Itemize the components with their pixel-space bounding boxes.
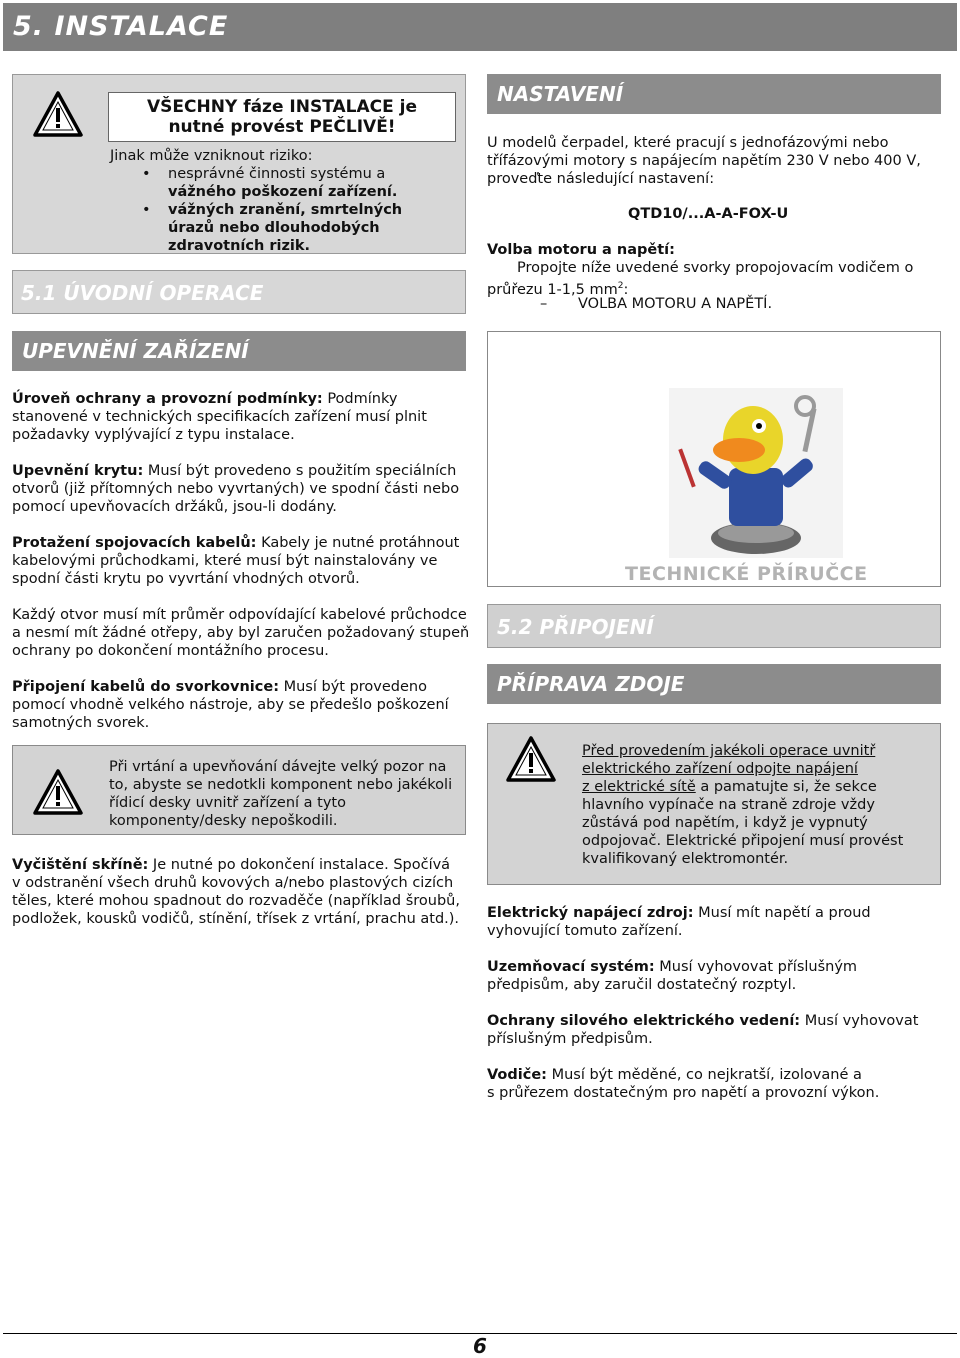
- paragraph-terminal: [12, 678, 472, 732]
- warning-risk-list: [110, 165, 460, 255]
- paragraph-housing: [12, 462, 472, 516]
- paragraph-label: Úroveň ochrany a provozní podmínky:: [12, 391, 323, 407]
- right-paragraphs: [487, 904, 947, 1102]
- warning-triangle-icon: [32, 90, 84, 138]
- warning-text: hlavního vypínače na straně zdroje vždy: [582, 797, 875, 813]
- power-warning-text: [582, 742, 937, 868]
- paragraph-text: :: [623, 281, 629, 298]
- warning-text: elektrického zařízení odpojte napájení: [582, 761, 858, 777]
- paragraph-text: Propojte níže uvedené svorky propojovacím vodičem o: [517, 260, 914, 276]
- upevneni-title: UPEVNĚNÍ ZAŘÍZENÍ: [22, 339, 249, 363]
- paragraph-text: třífázovými motory s napájecím napětím 230 V nebo 400 V,: [487, 153, 921, 169]
- warning-text: kvalifikovaný elektromontér.: [582, 851, 789, 867]
- warning-text: zůstává pod napětím, i když je vypnutý: [582, 815, 868, 831]
- paragraph-label: Ochrany silového elektrického vedení:: [487, 1013, 801, 1029]
- paragraph-text: Podmínky: [322, 391, 398, 407]
- paragraph-label: Upevnění krytu:: [12, 463, 144, 479]
- section-5-2-bar: [487, 604, 941, 648]
- warning-intro: Jinak může vzniknout riziko:: [110, 148, 313, 164]
- paragraph-label: Vyčištění skříně:: [12, 857, 149, 873]
- warning-text: a pamatujte si, že sekce: [695, 779, 877, 795]
- paragraph-text: Musí být provedeno: [279, 679, 427, 695]
- paragraph-text: Musí vyhovovat: [800, 1013, 919, 1029]
- superscript: 2: [617, 281, 624, 291]
- bullet-text: zdravotních rizik.: [168, 238, 311, 254]
- page-number: 6: [473, 1334, 487, 1358]
- paragraph-text: příslušným předpisům.: [487, 1031, 653, 1047]
- paragraph-text: Je nutné po dokončení instalace. Spočívá: [148, 857, 451, 873]
- paragraph-text: Každý otvor musí mít průměr odpovídající kabelové průchodce: [12, 607, 467, 623]
- paragraph-text: těles, které mohou spadnout do rozvaděče (například šroubů,: [12, 893, 460, 909]
- paragraph-text: Musí být provedeno s použitím speciálních: [143, 463, 457, 479]
- warning-text: řídicí desky uvnitř zařízení a tyto: [109, 795, 346, 811]
- left-paragraphs: [12, 390, 472, 732]
- warning-text: to, abyste se nedotkli komponent nebo jakékoli: [109, 777, 453, 793]
- section-5-2-title: 5.2 PŘIPOJENÍ: [497, 615, 654, 639]
- warning-title-line1: VŠECHNY fáze INSTALACE je: [147, 97, 417, 117]
- paragraph-cleaning: [12, 856, 482, 928]
- paragraph-text: spodní části krytu po vyvrtání vhodných otvorů.: [12, 571, 360, 587]
- priprava-title: PŘÍPRAVA ZDOJE: [497, 672, 685, 696]
- paragraph-cables: [12, 534, 472, 588]
- paragraph-text: v odstranění všech druhů kovových a/nebo plastových cizích: [12, 875, 454, 891]
- section-5-1-title: 5.1 ÚVODNÍ OPERACE: [21, 281, 264, 305]
- paragraph-label: Připojení kabelů do svorkovnice:: [12, 679, 279, 695]
- warning-triangle-icon: [505, 735, 557, 783]
- paragraph-text: předpisům, aby zaručil dostatečný rozptyl.: [487, 977, 797, 993]
- section-5-1-bar: [12, 270, 466, 314]
- paragraph-protection: [12, 390, 472, 444]
- list-item: [110, 201, 460, 255]
- paragraph-text: stanovené v technických specifikacích zařízení musí plnit: [12, 409, 427, 425]
- paragraph-text: otvorů (již přítomných nebo vyvrtaných) ve spodní části nebo: [12, 481, 460, 497]
- volba-text: [517, 259, 947, 277]
- warning-text: komponenty/desky nepoškodili.: [109, 813, 338, 829]
- priprava-bar: [487, 664, 941, 704]
- paragraph-grounding: [487, 958, 947, 994]
- nastaveni-title: NASTAVENÍ: [497, 82, 624, 106]
- header-bar: [3, 3, 957, 51]
- paragraph-label: Uzemňovací systém:: [487, 959, 655, 975]
- warning-title-box: [108, 92, 456, 142]
- paragraph-text: pomocí upevňovacích držáků, jsou-li dodány.: [12, 499, 337, 515]
- list-item: [110, 165, 460, 201]
- paragraph-conductors: [487, 1066, 947, 1102]
- mascot-illustration: [669, 388, 843, 558]
- paragraph-text: Musí mít napětí a proud: [693, 905, 871, 921]
- paragraph-text: a nesmí mít žádné otřepy, aby byl zaručen požadovaný stupeň: [12, 625, 470, 641]
- paragraph-text: Musí být měděné, co nejkratší, izolované a: [546, 1067, 862, 1083]
- warning-text: Před provedením jakékoli operace uvnitř: [582, 743, 876, 759]
- warning-text: z elektrické sítě: [582, 779, 696, 795]
- manual-caption: TECHNICKÉ PŘÍRUČCE: [625, 563, 868, 585]
- paragraph-text: pomocí vhodně velkého nástroje, aby se předešlo poškození: [12, 697, 449, 713]
- warning-title-line2: nutné provést PEČLIVĚ!: [168, 117, 396, 137]
- paragraph-text: podložek, kousků vodičů, stínění, třísek z vrtání, prachu atd.).: [12, 911, 460, 927]
- warning-text: Při vrtání a upevňování dávejte velký pozor na: [109, 759, 447, 775]
- nastaveni-body: [487, 134, 947, 188]
- nastaveni-bar: [487, 74, 941, 114]
- paragraph-line-protection: [487, 1012, 947, 1048]
- paragraph-text: proveďte následující nastavení:: [487, 171, 715, 187]
- page-title: 5. INSTALACE: [13, 11, 229, 42]
- volba-list-item: [540, 295, 772, 313]
- paragraph-text: Kabely je nutné protáhnout: [256, 535, 460, 551]
- drill-warning-text: [109, 758, 461, 830]
- paragraph-text: požadavky vyplývající z typu instalace.: [12, 427, 295, 443]
- upevneni-bar: [12, 331, 466, 371]
- paragraph-label: Elektrický napájecí zdroj:: [487, 905, 694, 921]
- paragraph-text: ochrany po dokončení montážního procesu.: [12, 643, 329, 659]
- paragraph-holes: [12, 606, 472, 660]
- volba-title: Volba motoru a napětí:: [487, 242, 675, 258]
- warning-triangle-icon: [32, 768, 84, 816]
- paragraph-text: vyhovující tomuto zařízení.: [487, 923, 683, 939]
- bullet-text: • vážných zranění, smrtelných: [168, 202, 403, 218]
- warning-body: [110, 147, 460, 255]
- bullet-text: úrazů nebo dlouhodobých: [168, 220, 380, 236]
- paragraph-text: průřezu 1-1,5 mm: [487, 281, 618, 298]
- mascot-image: [669, 388, 843, 558]
- paragraph-text: kabelovými průchodkami, které musí být nainstalovány ve: [12, 553, 438, 569]
- paragraph-label: Protažení spojovacích kabelů:: [12, 535, 257, 551]
- bullet-text: • nesprávné činnosti systému a: [168, 166, 386, 182]
- warning-text: odpojovač. Elektrické připojení musí provést: [582, 833, 904, 849]
- paragraph-text: samotných svorek.: [12, 715, 150, 731]
- paragraph-text: U modelů čerpadel, které pracují s jednofázovými nebo: [487, 135, 889, 151]
- paragraph-text: Musí vyhovovat příslušným: [654, 959, 858, 975]
- bullet-text: vážného poškození zařízení.: [168, 184, 398, 200]
- paragraph-label: Vodiče:: [487, 1067, 547, 1083]
- list-item-text: VOLBA MOTORU A NAPĚTÍ.: [578, 296, 773, 312]
- model-code: QTD10/...A-A-FOX-U: [628, 206, 789, 222]
- paragraph-power-source: [487, 904, 947, 940]
- paragraph-text: s průřezem dostatečným pro napětí a provozní výkon.: [487, 1085, 880, 1101]
- dash-marker: –: [540, 296, 548, 312]
